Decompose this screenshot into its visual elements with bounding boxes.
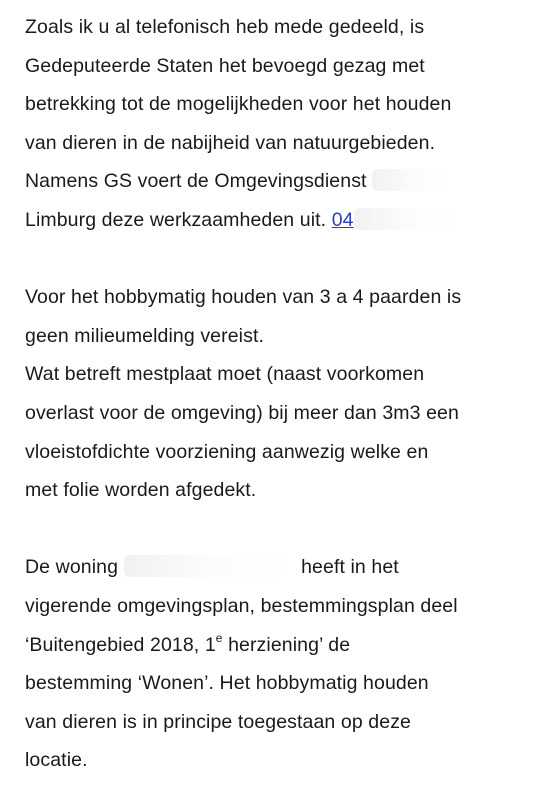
paragraph-zoning <box>25 548 530 780</box>
document-body <box>25 8 530 780</box>
text-line: vloeistofdichte voorziening aanwezig welke en <box>25 440 429 463</box>
text-line <box>25 626 530 665</box>
text-segment: Namens GS voert de Omgevingsdienst <box>25 170 367 193</box>
paragraph-horses <box>25 278 530 510</box>
superscript: e <box>215 630 223 645</box>
text-line: geen milieumelding vereist. <box>25 324 264 347</box>
text-line <box>25 201 530 240</box>
text-segment: ‘Buitengebied 2018, 1 <box>25 633 216 656</box>
text-line: betrekking tot de mogelijkheden voor het houden <box>25 93 452 116</box>
text-line: met folie worden afgedekt. <box>25 479 257 502</box>
text-segment: Limburg deze werkzaamheden uit. <box>25 208 327 231</box>
text-line: locatie. <box>25 749 88 772</box>
redacted-region <box>372 169 452 191</box>
paragraph-spacer <box>25 240 530 279</box>
text-line: Voor het hobbymatig houden van 3 a 4 paarden is <box>25 286 462 309</box>
text-line <box>25 162 530 201</box>
text-segment: heeft in het <box>301 556 399 579</box>
redacted-region <box>124 555 296 577</box>
text-line: overlast voor de omgeving) bij meer dan 3m3 een <box>25 401 459 424</box>
text-line <box>25 548 530 587</box>
redacted-region <box>354 208 458 230</box>
text-line: Gedeputeerde Staten het bevoegd gezag met <box>25 54 425 77</box>
text-line: vigerende omgevingsplan, bestemmingsplan deel <box>25 594 458 617</box>
text-segment: herziening’ de <box>222 633 351 656</box>
text-line: Zoals ik u al telefonisch heb mede gedeeld, is <box>25 16 425 38</box>
text-segment: De woning <box>25 556 119 579</box>
paragraph-spacer <box>25 510 530 549</box>
text-line: bestemming ‘Wonen’. Het hobbymatig houden <box>25 672 429 695</box>
text-line: van dieren is in principe toegestaan op deze <box>25 710 411 733</box>
phone-link[interactable]: 04 <box>331 208 354 231</box>
paragraph-authority <box>25 8 530 240</box>
text-line: Wat betreft mestplaat moet (naast voorkomen <box>25 363 425 386</box>
text-line: van dieren in de nabijheid van natuurgebieden. <box>25 131 436 154</box>
